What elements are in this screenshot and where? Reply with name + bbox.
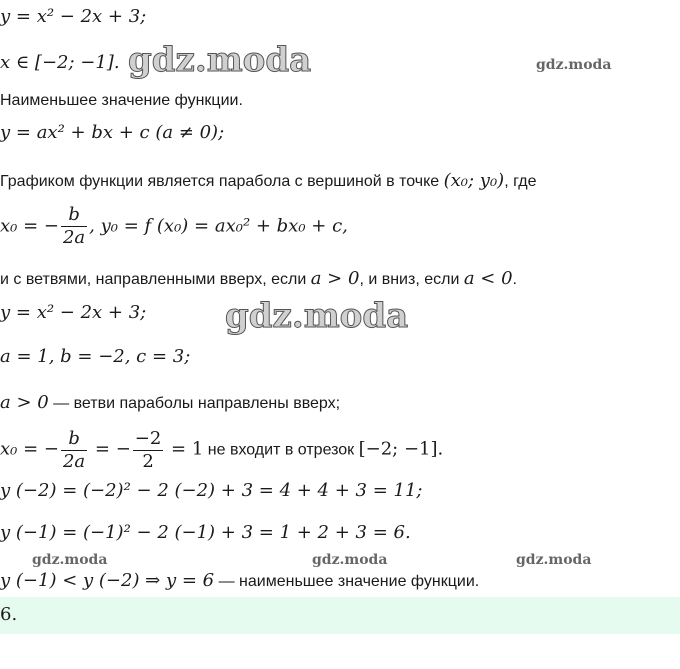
fraction-b-2a-calc <box>61 428 87 473</box>
vertex-formula <box>0 204 348 249</box>
branches-up-text: — ветви параболы направлены вверх; <box>48 395 341 412</box>
conclusion-text: — наименьшее значение функции. <box>214 573 480 590</box>
segment: [−2; −1]. <box>358 438 444 460</box>
equation-line-1: y = x² − 2x + 3; <box>0 6 147 27</box>
watermark-logo-2: gdz.moda <box>225 296 409 336</box>
general-quadratic: y = ax² + bx + c (a ≠ 0); <box>0 122 225 143</box>
fraction-minus2-2 <box>133 428 164 473</box>
vertex-description <box>0 170 536 191</box>
vertex-text: Графиком функции является парабола с вершиной в точке <box>0 173 444 190</box>
fraction-denominator-2: 2 <box>142 451 154 472</box>
watermark-small-4: gdz.moda <box>516 552 592 568</box>
watermark-small-2: gdz.moda <box>32 552 108 568</box>
condition-up: a > 0 <box>310 268 360 289</box>
value-at-minus-2: y (−2) = (−2)² − 2 (−2) + 3 = 4 + 4 + 3 = 11; <box>0 480 423 501</box>
watermark-small: gdz.moda <box>536 57 612 73</box>
equation-line-2: y = x² − 2x + 3; <box>0 302 147 323</box>
answer-bar <box>0 597 680 634</box>
coefficients: a = 1, b = −2, c = 3; <box>0 346 191 367</box>
vertex-text-end: , где <box>504 173 537 190</box>
fraction-denominator-1: 2a <box>62 451 86 472</box>
branches-description <box>0 268 517 289</box>
value-at-minus-1: y (−1) = (−1)² − 2 (−1) + 3 = 1 + 2 + 3 = 6. <box>0 522 411 543</box>
answer-value: 6. <box>0 604 18 625</box>
branches-text-1: и с ветвями, направленными вверх, если <box>0 271 311 288</box>
x0-label: x₀ = − <box>0 215 59 237</box>
conclusion <box>0 570 479 591</box>
equals-minus: = − <box>89 438 131 460</box>
vertex-result: = 1 <box>165 438 204 460</box>
y0-formula: , y₀ = f (x₀) = ax₀² + bx₀ + c, <box>89 215 348 237</box>
branches-text-3: . <box>512 271 517 288</box>
fraction-b-2a <box>61 204 87 249</box>
comparison: y (−1) < y (−2) ⇒ y = 6 <box>0 570 215 591</box>
a-positive: a > 0 <box>0 392 49 413</box>
task-statement: Наименьшее значение функции. <box>0 92 243 109</box>
vertex-point: (x₀; y₀) <box>443 170 505 191</box>
watermark-logo: gdz.moda <box>128 40 312 80</box>
branches-up-line <box>0 392 340 413</box>
branches-text-2: , и вниз, если <box>359 271 464 288</box>
not-in-segment-text: не входит в отрезок <box>203 441 359 459</box>
watermark-small-3: gdz.moda <box>312 552 388 568</box>
fraction-numerator: b <box>61 204 87 227</box>
x0-calc-label: x₀ = − <box>0 438 59 460</box>
fraction-numerator-2: −2 <box>134 428 162 449</box>
fraction-denominator: 2a <box>62 227 86 248</box>
vertex-calculation <box>0 428 443 473</box>
condition-down: a < 0 <box>463 268 513 289</box>
fraction-numerator-1: b <box>61 428 87 451</box>
domain-line: x ∈ [−2; −1]. <box>0 52 120 73</box>
